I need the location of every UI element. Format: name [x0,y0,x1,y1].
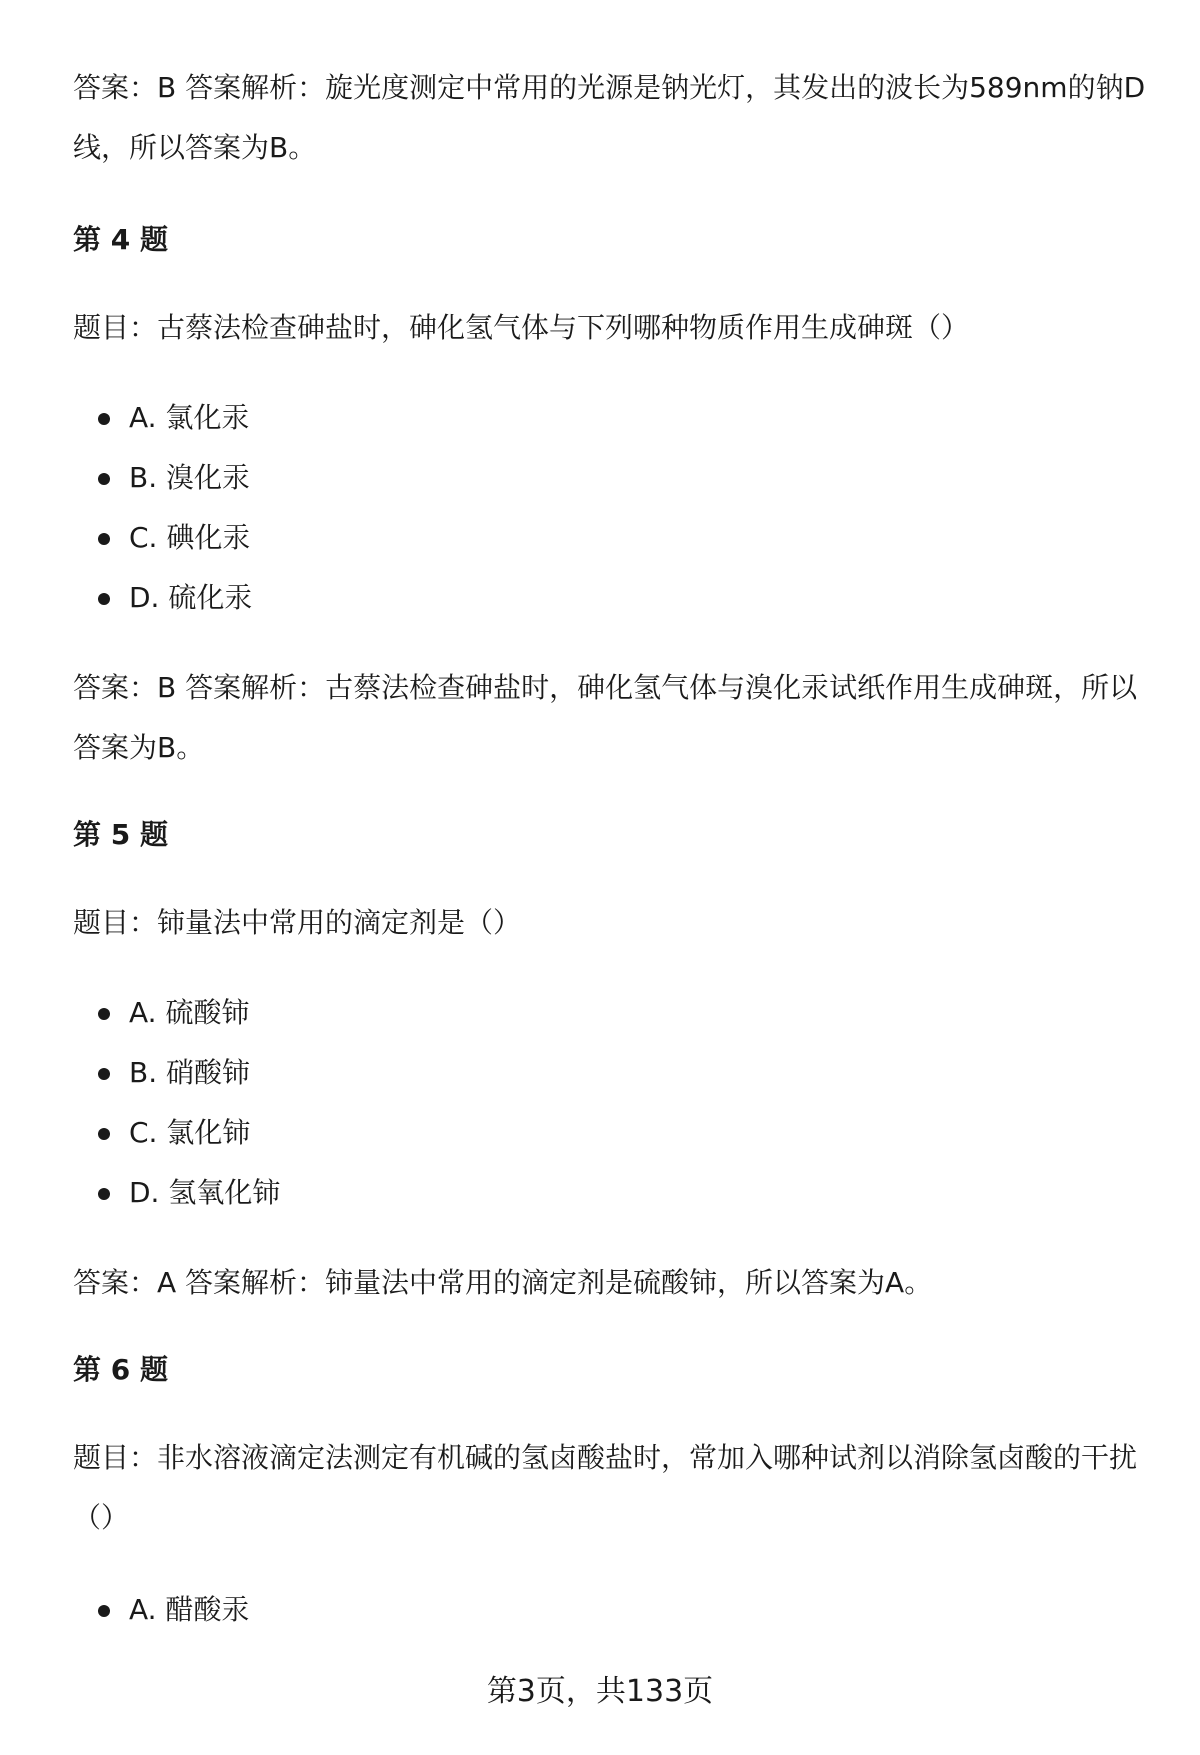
bullet-icon [98,533,110,545]
question-6-heading: 第 6 题 [73,1353,168,1386]
option-label: C. 氯化铈 [129,1116,251,1149]
bullet-icon [98,1605,110,1617]
bullet-icon [98,473,110,485]
option-item [73,1163,1073,1223]
question-6-text: 题目：非水溶液滴定法测定有机碱的氢卤酸盐时，常加入哪种试剂以消除氢卤酸的干扰（） [73,1441,1138,1534]
option-item [73,1103,1073,1163]
option-item [73,568,1073,628]
option-item [73,1043,1073,1103]
bullet-icon [98,1008,110,1020]
bullet-icon [98,413,110,425]
option-label: B. 硝酸铈 [129,1056,251,1089]
option-item [73,1580,1073,1640]
option-label: A. 醋酸汞 [129,1593,250,1626]
option-label: C. 碘化汞 [129,521,251,554]
question-5-text: 题目：铈量法中常用的滴定剂是（） [73,906,522,939]
page-number: 第3页，共133页 [486,1674,714,1709]
answer-q5: 答案：A 答案解析：铈量法中常用的滴定剂是硫酸铈，所以答案为A。 [73,1266,933,1299]
question-4-text: 题目：古蔡法检查砷盐时，砷化氢气体与下列哪种物质作用生成砷斑（） [73,311,970,344]
bullet-icon [98,1188,110,1200]
option-label: D. 硫化汞 [129,581,253,614]
bullet-icon [98,1068,110,1080]
bullet-icon [98,593,110,605]
option-label: D. 氢氧化铈 [129,1176,281,1209]
question-4-heading: 第 4 题 [73,223,168,256]
option-label: A. 硫酸铈 [129,996,250,1029]
option-item [73,508,1073,568]
option-label: B. 溴化汞 [129,461,251,494]
question-5-heading: 第 5 题 [73,818,168,851]
answer-q4: 答案：B 答案解析：古蔡法检查砷盐时，砷化氢气体与溴化汞试纸作用生成砷斑，所以答案为B。 [73,671,1138,764]
bullet-icon [98,1128,110,1140]
question-4-options [73,388,1073,628]
question-5-options [73,983,1073,1223]
question-6-options [73,1580,1073,1640]
option-item [73,983,1073,1043]
option-item [73,388,1073,448]
answer-q3: 答案：B 答案解析：旋光度测定中常用的光源是钠光灯，其发出的波长为589nm的钠D线，所以答案为B。 [73,71,1146,164]
option-label: A. 氯化汞 [129,401,250,434]
option-item [73,448,1073,508]
